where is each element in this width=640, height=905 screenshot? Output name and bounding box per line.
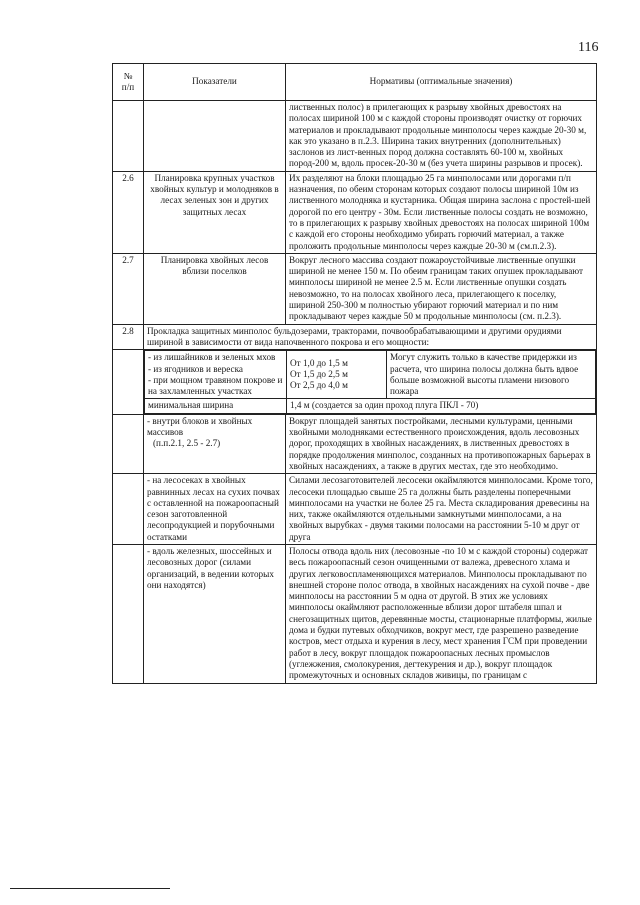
row-number bbox=[113, 474, 144, 545]
row-norm: лиственных полос) в прилегающих к разрыву хвойных древостоях на полосах шириной 100 м с каждой стороны производят очистку от горючих материалов и прокладывают продольные минполосы через каждые 20-30 м, как это указано в п.2.3. Ширина таких внутренних (дополнительных) заслонов из лист-венных пород должна составлять 60-100 м, хвойных пород-200 м, вдоль просек-20-30 м (без учета ширины разрывов и просек). bbox=[286, 101, 597, 172]
cover-width: От 2,5 до 4,0 м bbox=[290, 380, 348, 391]
row-number: 2.8 bbox=[113, 324, 144, 350]
cover-width-block bbox=[144, 350, 597, 414]
row-indicator bbox=[144, 414, 286, 473]
blocks-ref: (п.п.2.1, 2.5 - 2.7) bbox=[153, 438, 221, 449]
table-row bbox=[113, 324, 597, 350]
page-number: 116 bbox=[578, 40, 599, 55]
footer-line bbox=[10, 888, 170, 889]
norms-table bbox=[112, 63, 597, 684]
row-heading: Прокладка защитных минполос бульдозерами, тракторами, почвообрабатывающими и другими орудиями шириной в зависимости от вида напочвенного покрова и его мощности: bbox=[144, 324, 597, 350]
cover-note: Могут служить только в качестве придержки из расчета, что ширина полосы должна быть вдвое больше возможной высоты пламени низового пожара bbox=[387, 351, 596, 399]
table-row bbox=[113, 474, 597, 545]
table-row bbox=[113, 171, 597, 253]
row-number bbox=[113, 414, 144, 473]
min-width-label: минимальная ширина bbox=[145, 399, 287, 413]
header-norms: Нормативы (оптимальные значения) bbox=[286, 64, 597, 101]
header-number: № п/п bbox=[113, 64, 144, 101]
row-norm: Силами лесозаготовителей лесосеки окаймляются минполосами. Кроме того, лесосеки площадью свыше 25 га должны быть разделены поперечными минполосами на участки не более 25 га. Места складирования древесины на них, также окаймляются отдельными замкнутыми минполосами, а на хвойных вырубках - двумя такими полосами на расстоянии 5-10 м друг от друга bbox=[286, 474, 597, 545]
cover-label: - при мощном травяном покрове и на захламленных участках bbox=[148, 374, 283, 397]
cover-width: От 1,0 до 1,5 м bbox=[290, 357, 348, 368]
row-number: 2.6 bbox=[113, 171, 144, 253]
cover-label: - из лишайников и зеленых мхов bbox=[148, 352, 276, 363]
row-indicator: Планировка хвойных лесов вблизи поселков bbox=[144, 253, 286, 324]
row-number bbox=[113, 101, 144, 172]
row-indicator: - на лесосеках в хвойных равнинных лесах на сухих почвах с оставленной на пожароопасный сезон заготовленной лесопродукцией и порубочными остатками bbox=[144, 474, 286, 545]
min-width-value: 1,4 м (создается за один проход плуга ПКЛ - 70) bbox=[287, 399, 596, 413]
row-indicator bbox=[144, 101, 286, 172]
row-indicator: - вдоль железных, шоссейных и лесовозных дорог (силами организаций, в ведении которых они находятся) bbox=[144, 544, 286, 683]
row-number: 2.7 bbox=[113, 253, 144, 324]
table-row bbox=[113, 101, 597, 172]
table-row bbox=[113, 350, 597, 414]
header-indicators: Показатели bbox=[144, 64, 286, 101]
table-row bbox=[113, 544, 597, 683]
cover-labels bbox=[145, 351, 287, 399]
row-norm: Вокруг лесного массива создают пожароустойчивые лиственные опушки шириной не менее 150 м. По обеим границам таких опушек прокладывают минполосы шириной не менее 2.5 м. Если лиственные опушки создать невозможно, то на полосах хвойного леса, прилегающего к поселку, шириной 250-300 м полностью убирают горючий материал и по ним прокладывают через каждые 50 м продольные минполосы (см. п.2.3). bbox=[286, 253, 597, 324]
row-norm: Вокруг площадей занятых постройками, лесными культурами, ценными хвойными молодняками естественного происхождения, вдоль лесовозных дорог, проходящих в хвойных насаждениях, в лиственных древостоях в порядке продолжения минполос, созданных на противопожарных барьерах в хвойных насаждениях, а также в других местах, где это необходимо. bbox=[286, 414, 597, 473]
cover-width: От 1,5 до 2,5 м bbox=[290, 369, 348, 380]
table-row bbox=[113, 253, 597, 324]
table-row bbox=[113, 414, 597, 473]
table-header-row bbox=[113, 64, 597, 101]
row-norm: Их разделяют на блоки площадью 25 га минполосами или дорогами п/п назначения, по обеим сторонам которых создают полосы шириной 10м из лиственного молодняка и кустарника. Общая ширина заслона с простей-шей дорогой по его центру - 30м. Если лиственные полосы создать не возможно, то в прилегающих к разрыву хвойных древостоях на полосах шириной 100м с каждой его стороны необходимо убирать горючий материал, а также проложить продольные минполосы через каждые 20-30 м (см.п.2.3). bbox=[286, 171, 597, 253]
row-number bbox=[113, 350, 144, 414]
blocks-label: - внутри блоков и хвойных массивов bbox=[147, 415, 253, 438]
cover-label: - из ягодников и вереска bbox=[148, 363, 243, 374]
row-norm: Полосы отвода вдоль них (лесовозные -по 10 м с каждой стороны) содержат весь пожароопасный сезон очищенными от валежа, древесного хлама и других легковоспламеняющихся материалов. Минполосы прокладывают по внешней стороне полос отвода, в хвойных насаждениях на сухой почве - две минполосы на расстоянии 5 м одна от другой. В этих же условиях минполосы окаймляют расположенные вблизи дорог штабеля шпал и снегозащитных щитов, деревянные мосты, стационарные платформы, жилые дома и будки путевых обходчиков, вокруг мест, где разрешено разведение костров, мест отдыха и курения в лесу, мест хранения ГСМ при проведении работ в лесу, вокруг площадок пожароопасных лесных промыслов (углежжения, смолокурения, дегтекурения и др.), вокруг площадок промежуточных и основных складов живицы, по границам с bbox=[286, 544, 597, 683]
row-indicator: Планировка крупных участков хвойных культур и молодняков в лесах зеленых зон и других защитных лесах bbox=[144, 171, 286, 253]
cover-widths bbox=[287, 351, 387, 399]
cover-width-table bbox=[144, 350, 596, 413]
row-number bbox=[113, 544, 144, 683]
